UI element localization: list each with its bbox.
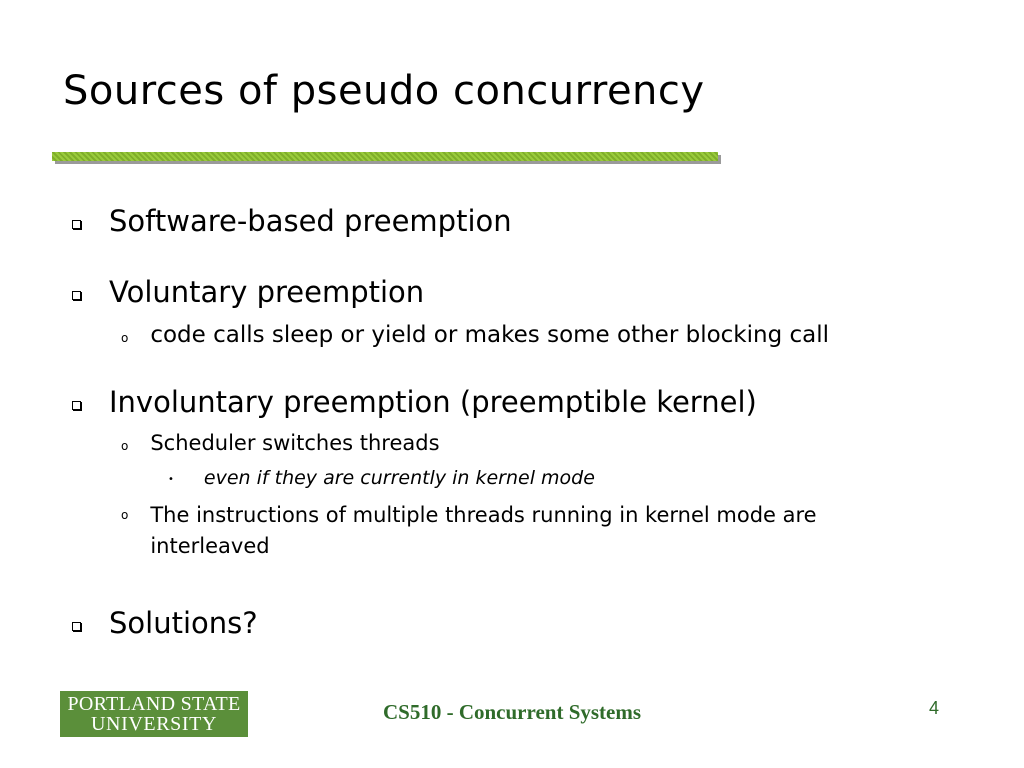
sub-bullet-item bbox=[121, 500, 921, 562]
dot-bullet-icon: • bbox=[168, 474, 174, 485]
bullet-item bbox=[72, 606, 258, 640]
bullet-item bbox=[72, 204, 512, 238]
slide-title: Sources of pseudo concurrency bbox=[63, 68, 705, 114]
square-bullet-icon bbox=[72, 401, 81, 410]
university-logo bbox=[60, 691, 248, 737]
square-bullet-icon bbox=[72, 220, 81, 229]
circle-bullet-icon: o bbox=[121, 331, 129, 345]
sub-bullet-item bbox=[121, 322, 829, 348]
bullet-text: Solutions? bbox=[109, 606, 258, 640]
sub-sub-bullet-item bbox=[168, 467, 595, 489]
square-bullet-icon bbox=[72, 291, 81, 300]
sub-bullet-text: The instructions of multiple threads running in kernel mode are interleaved bbox=[150, 503, 817, 558]
bullet-item bbox=[72, 275, 424, 309]
circle-bullet-icon: o bbox=[121, 508, 129, 522]
bullet-text: Voluntary preemption bbox=[109, 275, 425, 309]
logo-line-2: UNIVERSITY bbox=[91, 713, 217, 735]
square-bullet-icon bbox=[72, 622, 81, 631]
page-number: 4 bbox=[929, 698, 940, 718]
course-name: CS510 - Concurrent Systems bbox=[383, 700, 642, 724]
logo-line-1: PORTLAND STATE bbox=[67, 693, 241, 715]
title-underline bbox=[52, 152, 718, 161]
bullet-text: Involuntary preemption (preemptible kernel) bbox=[109, 385, 757, 419]
bullet-item bbox=[72, 385, 757, 419]
sub-bullet-text: Scheduler switches threads bbox=[150, 431, 440, 455]
sub-bullet-text: code calls sleep or yield or makes some other blocking call bbox=[150, 322, 830, 348]
circle-bullet-icon: o bbox=[121, 439, 129, 453]
bullet-text: Software-based preemption bbox=[109, 204, 512, 238]
sub-bullet-item bbox=[121, 431, 440, 455]
sub-sub-bullet-text: even if they are currently in kernel mode bbox=[203, 467, 595, 489]
